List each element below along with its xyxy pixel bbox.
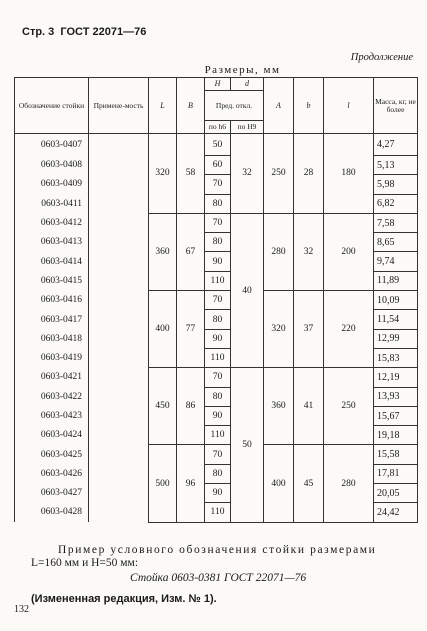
cell-L: 500 [149,445,177,522]
cell-usage [89,252,149,271]
cell-designation: 0603-0427 [15,484,89,503]
example-line-2: L=160 мм и H=50 мм: [31,557,139,569]
cell-A: 360 [264,368,294,445]
cell-H: 70 [205,445,231,464]
cell-mass: 5,13 [374,156,418,175]
cell-A: 250 [264,134,294,214]
cell-usage [89,213,149,232]
cell-usage [89,387,149,406]
cell-usage [89,406,149,425]
example-designation: Стойка 0603-0381 ГОСТ 22071—76 [130,572,307,584]
cell-H: 70 [205,213,231,232]
col-b: b [294,78,324,134]
cell-designation: 0603-0411 [15,194,89,213]
cell-H: 60 [205,156,231,175]
cell-L: 360 [149,213,177,290]
col-H: H [205,78,231,91]
cell-b: 32 [294,213,324,290]
cell-mass: 15,58 [374,445,418,464]
cell-A: 320 [264,291,294,368]
cell-H: 110 [205,348,231,367]
cell-mass: 8,65 [374,233,418,252]
cell-l: 200 [324,213,374,290]
cell-designation: 0603-0415 [15,271,89,290]
cell-mass: 9,74 [374,252,418,271]
cell-mass: 20,05 [374,484,418,503]
cell-mass: 6,82 [374,194,418,213]
cell-mass: 4,27 [374,134,418,156]
cell-usage [89,426,149,445]
cell-mass: 12,19 [374,368,418,387]
cell-B: 58 [177,134,205,214]
cell-L: 450 [149,368,177,445]
cell-H: 110 [205,503,231,522]
revision-note: (Измененная редакция, Изм. № 1). [31,593,217,605]
col-A: A [264,78,294,134]
cell-designation: 0603-0419 [15,348,89,367]
cell-mass: 13,93 [374,387,418,406]
gost-label: ГОСТ 22071—76 [60,26,147,38]
cell-H: 90 [205,329,231,348]
cell-B: 96 [177,445,205,522]
page-label: Стр. 3 [22,26,55,38]
cell-designation: 0603-0416 [15,291,89,310]
cell-usage [89,445,149,464]
cell-designation: 0603-0412 [15,213,89,232]
cell-mass: 19,18 [374,426,418,445]
cell-mass: 10,09 [374,291,418,310]
cell-d: 50 [231,368,264,522]
cell-mass: 24,42 [374,503,418,522]
cell-usage [89,310,149,329]
cell-designation: 0603-0424 [15,426,89,445]
cell-mass: 11,89 [374,271,418,290]
cell-H: 50 [205,134,231,156]
cell-mass: 5,98 [374,175,418,194]
cell-H: 70 [205,368,231,387]
cell-designation: 0603-0426 [15,464,89,483]
cell-usage [89,348,149,367]
cell-usage [89,484,149,503]
cell-l: 180 [324,134,374,214]
cell-B: 86 [177,368,205,445]
cell-designation: 0603-0413 [15,233,89,252]
cell-mass: 17,81 [374,464,418,483]
cell-usage [89,464,149,483]
cell-usage [89,329,149,348]
col-B: B [177,78,205,134]
cell-designation: 0603-0428 [15,503,89,522]
cell-H: 70 [205,175,231,194]
cell-usage [89,134,149,156]
cell-designation: 0603-0409 [15,175,89,194]
col-H9: по H9 [231,121,264,134]
cell-usage [89,175,149,194]
cell-L: 400 [149,291,177,368]
cell-l: 220 [324,291,374,368]
cell-l: 280 [324,445,374,522]
cell-usage [89,233,149,252]
cell-mass: 7,58 [374,213,418,232]
cell-H: 80 [205,194,231,213]
cell-designation: 0603-0421 [15,368,89,387]
cell-usage [89,156,149,175]
cell-mass: 11,54 [374,310,418,329]
col-L: L [149,78,177,134]
cell-b: 37 [294,291,324,368]
cell-designation: 0603-0414 [15,252,89,271]
table-row [15,445,418,464]
cell-l: 250 [324,368,374,445]
page-header [22,26,146,38]
cell-b: 41 [294,368,324,445]
cell-designation: 0603-0423 [15,406,89,425]
cell-designation: 0603-0422 [15,387,89,406]
col-d: d [231,78,264,91]
table-body [15,134,418,523]
col-h6: по h6 [205,121,231,134]
cell-H: 80 [205,387,231,406]
cell-H: 80 [205,464,231,483]
table-title: Размеры, мм [204,64,281,76]
table-row [15,134,418,156]
cell-designation: 0603-0418 [15,329,89,348]
cell-designation: 0603-0408 [15,156,89,175]
col-usage: Примене-мость [89,78,149,134]
cell-mass: 12,99 [374,329,418,348]
col-designation: Обозначение стойки [15,78,89,134]
cell-B: 67 [177,213,205,290]
cell-L: 320 [149,134,177,214]
page-number: 132 [14,604,29,615]
cell-H: 110 [205,271,231,290]
cell-b: 28 [294,134,324,214]
cell-H: 90 [205,484,231,503]
table-row [15,291,418,310]
cell-usage [89,368,149,387]
cell-designation: 0603-0417 [15,310,89,329]
cell-H: 70 [205,291,231,310]
col-mass: Масса, кг, не более [374,78,418,134]
table-row [15,213,418,232]
cell-designation: 0603-0425 [15,445,89,464]
cell-d: 40 [231,213,264,367]
cell-H: 80 [205,233,231,252]
cell-H: 90 [205,406,231,425]
cell-d: 32 [231,134,264,214]
cell-designation: 0603-0407 [15,134,89,156]
cell-b: 45 [294,445,324,522]
cell-usage [89,271,149,290]
example-line-1: Пример условного обозначения стойки размерами [58,544,377,556]
col-l: l [324,78,374,134]
cell-A: 400 [264,445,294,522]
cell-B: 77 [177,291,205,368]
cell-mass: 15,83 [374,348,418,367]
cell-usage [89,291,149,310]
cell-H: 80 [205,310,231,329]
cell-H: 110 [205,426,231,445]
cell-A: 280 [264,213,294,290]
col-tolerance: Пред. откл. [205,91,264,121]
dimensions-table [14,77,418,523]
continuation-label: Продолжение [350,52,413,63]
table-row [15,368,418,387]
cell-usage [89,503,149,522]
cell-H: 90 [205,252,231,271]
cell-mass: 15,67 [374,406,418,425]
cell-usage [89,194,149,213]
